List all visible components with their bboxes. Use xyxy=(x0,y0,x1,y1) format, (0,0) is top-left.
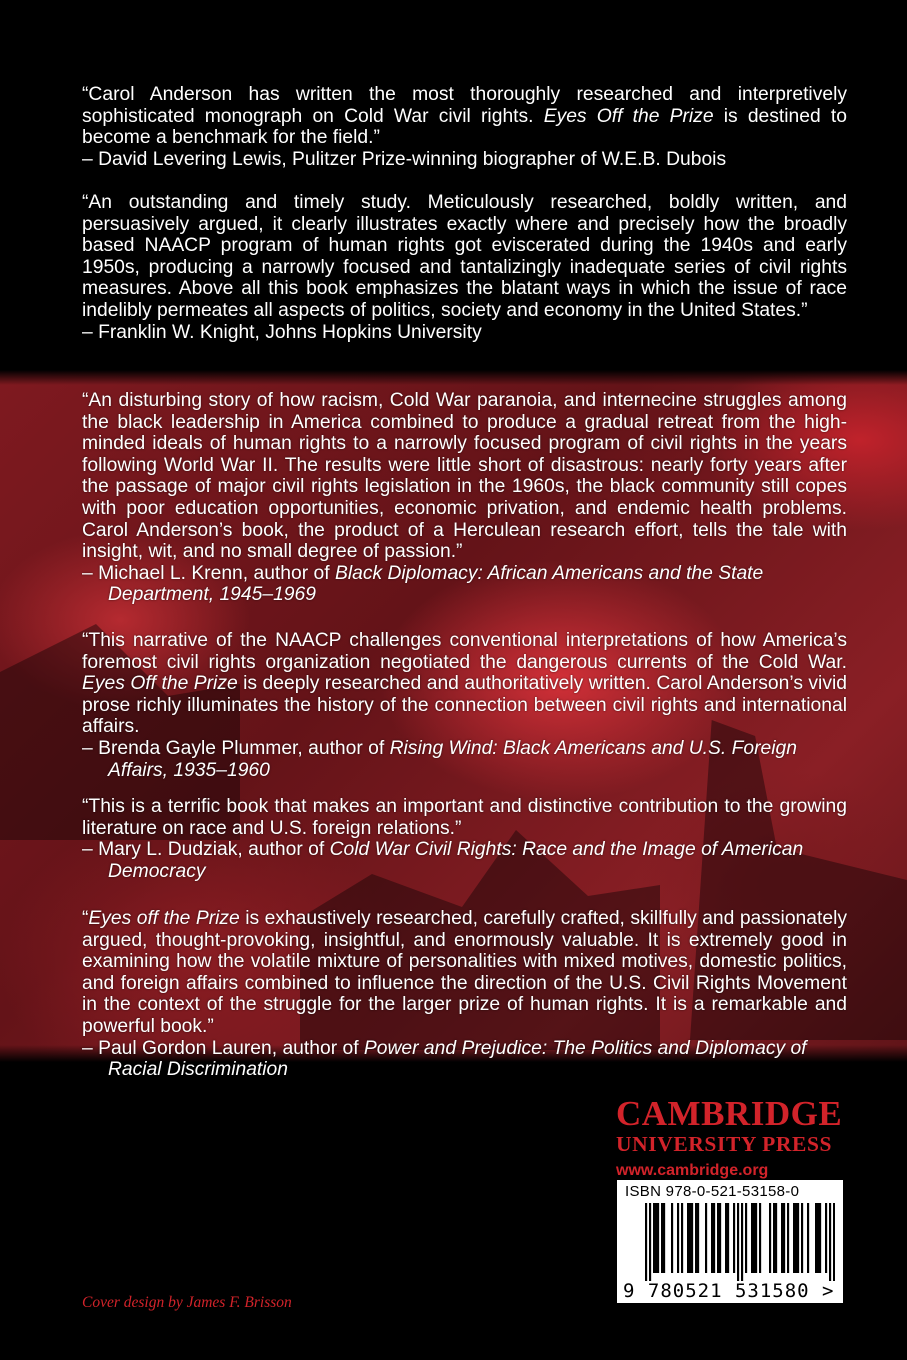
barcode-bar xyxy=(769,1203,771,1273)
quote-text: “An disturbing story of how racism, Cold War paranoia, and internecine struggles among the black leadership in America combined to produce a gradual retreat from the high-minded ideals of human rights to a narrowly focused program of civil rights in the years following World War II. The results were little short of disastrous: nearly forty years after the passage of major civil rights legislation in the 1960s, the black community still copes with poor education opportunities, economic privation, and endemic health problems. Carol Anderson’s book, the product of a Herculean research effort, tells the tale with insight, wit, and no small degree of passion.” xyxy=(82,390,847,563)
barcode-bar xyxy=(677,1203,679,1273)
quote-attribution: – Mary L. Dudziak, author of Cold War Civil Rights: Race and the Image of American Democracy xyxy=(82,839,804,882)
barcode-bar xyxy=(797,1203,799,1273)
quote-text: “Eyes off the Prize is exhaustively researched, carefully crafted, skillfully and passionately argued, thought-provoking, insightful, and enormously valuable. It is extremely good in examining how the volatile mixture of personalities with mixed motives, domestic politics, and foreign affairs combined to influence the direction of the U.S. Civil Rights Movement in the context of the struggle for the larger prize of human rights. It is a remarkable and powerful book.” xyxy=(82,908,848,1037)
barcode-bar xyxy=(663,1203,665,1273)
barcode-bar xyxy=(825,1203,827,1273)
barcode-bar xyxy=(773,1203,775,1273)
barcode-bar xyxy=(733,1203,735,1273)
barcode-bar xyxy=(759,1203,761,1273)
barcode-bar xyxy=(649,1203,651,1281)
barcode-bar xyxy=(833,1203,835,1281)
barcode-bar xyxy=(807,1203,809,1273)
barcode-bar xyxy=(661,1203,663,1273)
publisher-subname: UNIVERSITY PRESS xyxy=(616,1132,833,1156)
barcode-bar xyxy=(727,1203,729,1273)
barcode-bar xyxy=(655,1203,657,1273)
barcode-bar xyxy=(653,1203,655,1273)
barcode-bar xyxy=(697,1203,699,1273)
barcode-bar xyxy=(717,1203,719,1273)
quote-attribution: – Michael L. Krenn, author of Black Diplomacy: African Americans and the State Department, 1945–1969 xyxy=(82,562,764,606)
isbn-barcode xyxy=(617,1180,843,1303)
barcode-bar xyxy=(719,1203,721,1273)
barcode-bar xyxy=(775,1203,777,1273)
barcode-bar xyxy=(801,1203,803,1273)
review-quote xyxy=(82,390,847,606)
barcode-bar xyxy=(671,1203,673,1273)
publisher-url: www.cambridge.org xyxy=(616,1162,769,1179)
review-quote xyxy=(82,908,847,1081)
barcode-bar xyxy=(725,1203,727,1273)
publisher-name: CAMBRIDGE xyxy=(616,1094,843,1133)
barcode-bar xyxy=(819,1203,821,1273)
review-quote xyxy=(82,192,847,343)
barcode-bar xyxy=(793,1203,795,1273)
cover-design-credit: Cover design by James F. Brisson xyxy=(82,1294,292,1311)
barcode-bar xyxy=(783,1203,785,1273)
barcode-bar xyxy=(645,1203,647,1281)
quote-text: “An outstanding and timely study. Meticulously researched, boldly written, and persuasively argued, it clearly illustrates exactly where and precisely how the broadly based NAACP program of human rights got eviscerated during the 1940s and early 1950s, producing a narrowly focused and tantalizingly inadequate series of civil rights measures. Above all this book emphasizes the blatant ways in which the issue of race indelibly permeates all aspects of politics, society and economy in the United States.” xyxy=(82,192,847,321)
review-quote xyxy=(82,84,847,170)
barcode-bar xyxy=(737,1203,739,1281)
quote-text: “This is a terrific book that makes an important and distinctive contribution to the growing literature on race and U.S. foreign relations.” xyxy=(82,796,847,839)
barcode-bar xyxy=(781,1203,783,1273)
barcode-bars xyxy=(645,1203,835,1281)
barcode-bar xyxy=(695,1203,697,1273)
barcode-bar xyxy=(705,1203,707,1273)
quote-text: “This narrative of the NAACP challenges conventional interpretations of how America’s foremost civil rights organization negotiated the dangerous currents of the Cold War. Eyes Off the Prize is deeply researched and authoritatively written. Carol Anderson’s vivid prose richly illuminates the history of the connection between civil rights and international affairs. xyxy=(82,630,847,738)
barcode-bar xyxy=(713,1203,715,1273)
barcode-bar xyxy=(755,1203,757,1273)
barcode-bar xyxy=(753,1203,755,1273)
ean-digits: 9 780521 531580 > xyxy=(623,1280,835,1302)
barcode-bar xyxy=(829,1203,831,1281)
publisher-logo xyxy=(616,1096,842,1182)
review-quote xyxy=(82,630,847,781)
barcode-bar xyxy=(657,1203,659,1273)
quote-attribution: – David Levering Lewis, Pulitzer Prize-winning biographer of W.E.B. Dubois xyxy=(82,148,727,170)
barcode-bar xyxy=(681,1203,683,1273)
barcode-bar xyxy=(741,1203,743,1281)
quote-text: “Carol Anderson has written the most thoroughly researched and interpretively sophisticated monograph on Cold War civil rights. Eyes Off the Prize is destined to become a benchmark for the field.” xyxy=(82,84,847,149)
barcode-bar xyxy=(711,1203,713,1273)
barcode-bar xyxy=(815,1203,817,1273)
barcode-bar xyxy=(795,1203,797,1273)
barcode-bar xyxy=(817,1203,819,1273)
quote-attribution: – Brenda Gayle Plummer, author of Rising Wind: Black Americans and U.S. Foreign Affairs, 1935–1960 xyxy=(82,737,797,781)
isbn-label: ISBN 978-0-521-53158-0 xyxy=(625,1183,800,1200)
barcode-bar xyxy=(745,1203,747,1273)
barcode-bar xyxy=(691,1203,693,1273)
quote-attribution: – Paul Gordon Lauren, author of Power and Prejudice: The Politics and Diplomacy of Racial Discrimination xyxy=(82,1037,807,1081)
barcode-bar xyxy=(787,1203,789,1273)
barcode-bar xyxy=(687,1203,689,1273)
barcode-bar xyxy=(751,1203,753,1273)
barcode-bar xyxy=(689,1203,691,1273)
review-quote xyxy=(82,796,847,882)
quote-attribution: – Franklin W. Knight, Johns Hopkins University xyxy=(82,321,482,343)
